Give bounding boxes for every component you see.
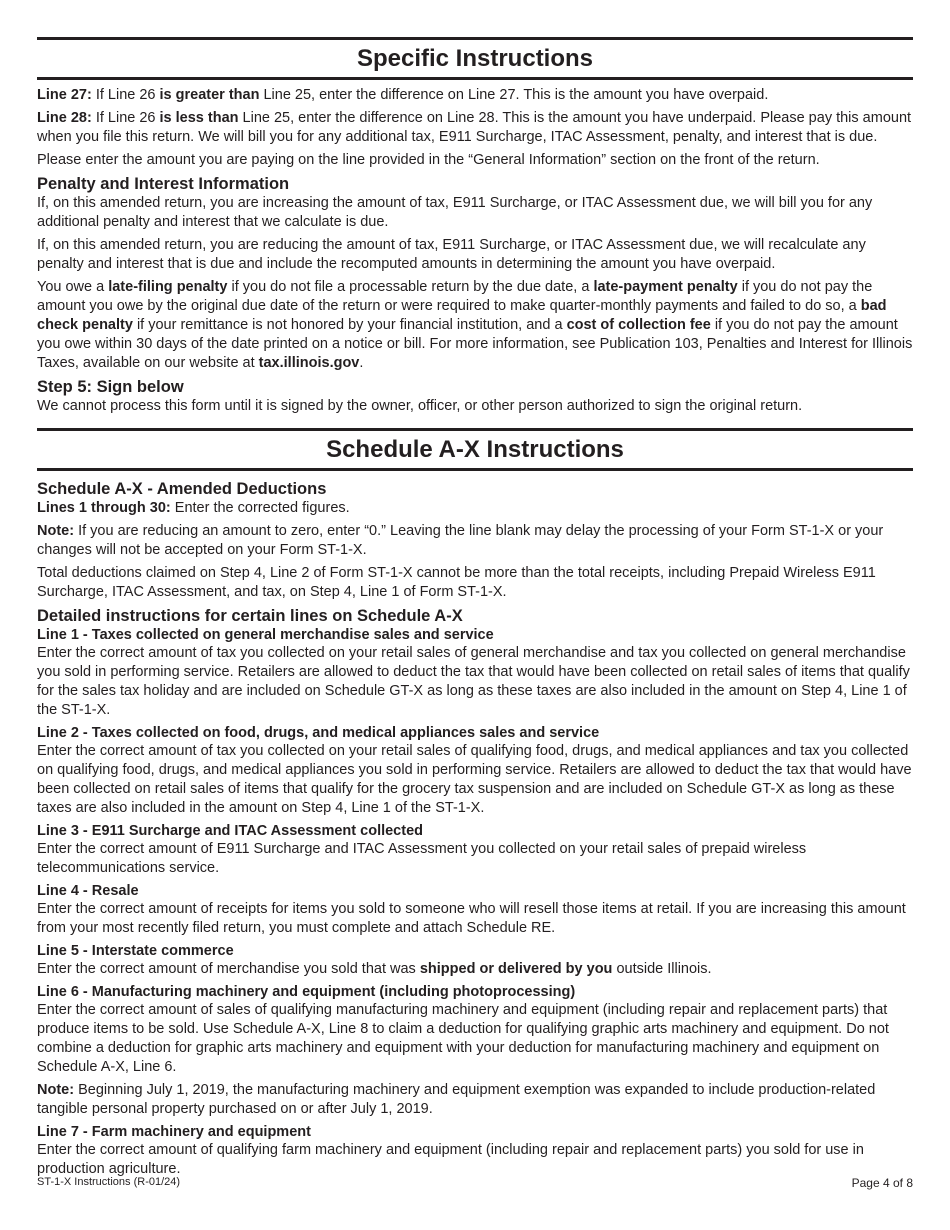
note-zero-paragraph: Note: If you are reducing an amount to zero, enter “0.” Leaving the line blank may delay the processing of your Form ST-1-X or your changes will not be accepted on your Form ST-1-X.	[37, 523, 884, 558]
line5-text: Enter the correct amount of merchandise you sold that was shipped or delivered by you outside Illinois.	[37, 961, 712, 977]
line6-text: Enter the correct amount of sales of qualifying manufacturing machinery and equipment (including repair and replacement parts) that produce items to be sold. Use Schedule A-X, Line 8 to claim a deduction for qualifying graphic arts machinery and equipment. Do not combine a deduction for graphic arts machinery and equipment with your deduction for manufacturing machinery and equipment on Schedule A-X, Line 6.	[37, 1002, 889, 1075]
line6-heading: Line 6 - Manufacturing machinery and equipment (including photoprocessing)	[37, 984, 576, 1000]
line4-heading: Line 4 - Resale	[37, 883, 139, 899]
penalty-paragraph-3: You owe a late-filing penalty if you do not file a processable return by the due date, a late-payment penalty if you do not pay the amount you owe by the original due date of the return or were required to make quarter-monthly payments and failed to do so, a bad check penalty if your remittance is not honored by your financial institution, and a cost of collection fee if you do not pay the amount you owe within 30 days of the date printed on a notice or bill. For more information, see Publication 103, Penalties and Interest for Illinois Taxes, available on our website at tax.illinois.gov.	[37, 279, 913, 371]
line6-note: Note: Beginning July 1, 2019, the manufacturing machinery and equipment exemption was expanded to include production-related tangible personal property purchased on or after July 1, 2019.	[37, 1082, 876, 1117]
amended-deductions-heading: Schedule A-X - Amended Deductions	[37, 480, 327, 498]
line7-heading: Line 7 - Farm machinery and equipment	[37, 1124, 311, 1140]
section-title-specific-instructions: Specific Instructions	[37, 37, 913, 80]
step5-text: We cannot process this form until it is signed by the owner, officer, or other person authorized to sign the original return.	[37, 398, 803, 414]
line27-paragraph: Line 27: If Line 26 is greater than Line 25, enter the difference on Line 27. This is the amount you have overpaid.	[37, 87, 769, 103]
detailed-instructions-heading: Detailed instructions for certain lines on Schedule A-X	[37, 607, 463, 625]
line3-heading: Line 3 - E911 Surcharge and ITAC Assessment collected	[37, 823, 423, 839]
document-page	[37, 37, 913, 1179]
line4-text: Enter the correct amount of receipts for items you sold to someone who will resell those items at retail. If you are increasing this amount from your most recently filed return, you must complete and attach Schedule RE.	[37, 901, 906, 936]
line2-heading: Line 2 - Taxes collected on food, drugs, and medical appliances sales and service	[37, 725, 600, 741]
line28-paragraph: Line 28: If Line 26 is less than Line 25, enter the difference on Line 28. This is the amount you have underpaid. Please pay this amount when you file this return. We will bill you for any additional tax, E911 Surcharge, ITAC Assessment, penalty, and interest that is due.	[37, 110, 912, 145]
line2-text: Enter the correct amount of tax you collected on your retail sales of qualifying food, drugs, and medical appliances and tax you collected on qualifying food, drugs, and medical appliances you sold in performing service. Retailers are allowed to deduct the tax that would have been collected on retail sales of items that qualify for the grocery tax suspension and are included on Schedule GT-X as long as these taxes are also included in the amount on Step 4, Line 1 of the ST-1-X.	[37, 743, 912, 816]
line3-text: Enter the correct amount of E911 Surcharge and ITAC Assessment you collected on your retail sales of prepaid wireless telecommunications service.	[37, 841, 807, 876]
step5-heading: Step 5: Sign below	[37, 378, 184, 396]
line1-text: Enter the correct amount of tax you collected on your retail sales of general merchandise and tax you collected on general merchandise you sold in performing service. Retailers are allowed to deduct the tax that would have been collected on retail sales of items that qualify for the sales tax holiday and are included on Schedule GT-X as long as these taxes are also included in the amount on Step 4, Line 1 of the ST-1-X.	[37, 645, 910, 718]
section-title-schedule-ax: Schedule A-X Instructions	[37, 428, 913, 471]
line1-heading: Line 1 - Taxes collected on general merchandise sales and service	[37, 627, 494, 643]
penalty-paragraph-2: If, on this amended return, you are reducing the amount of tax, E911 Surcharge, or ITAC Assessment due, we will recalculate any penalty and interest that is due and include the recomputed amounts in determining the amount you have overpaid.	[37, 237, 866, 272]
line5-heading: Line 5 - Interstate commerce	[37, 943, 234, 959]
total-deductions-paragraph: Total deductions claimed on Step 4, Line 2 of Form ST-1-X cannot be more than the total receipts, including Prepaid Wireless E911 Surcharge, ITAC Assessment, and tax, on Step 4, Line 1 of Form ST-1-X.	[37, 565, 876, 600]
payment-note: Please enter the amount you are paying on the line provided in the “General Information” section on the front of the return.	[37, 152, 820, 168]
penalty-paragraph-1: If, on this amended return, you are increasing the amount of tax, E911 Surcharge, or ITAC Assessment due, we will bill you for any additional penalty and interest that we calculate is due.	[37, 195, 873, 230]
line7-text: Enter the correct amount of qualifying farm machinery and equipment (including repair and replacement parts) you sold for use in production agriculture.	[37, 1142, 864, 1177]
footer-form-id: ST-1-X Instructions (R-01/24)	[37, 1176, 181, 1188]
footer-page-number: Page 4 of 8	[851, 1176, 913, 1190]
website-link: tax.illinois.gov	[258, 355, 360, 371]
lines-1-30-paragraph: Lines 1 through 30: Enter the corrected figures.	[37, 500, 350, 516]
penalty-heading: Penalty and Interest Information	[37, 175, 290, 193]
